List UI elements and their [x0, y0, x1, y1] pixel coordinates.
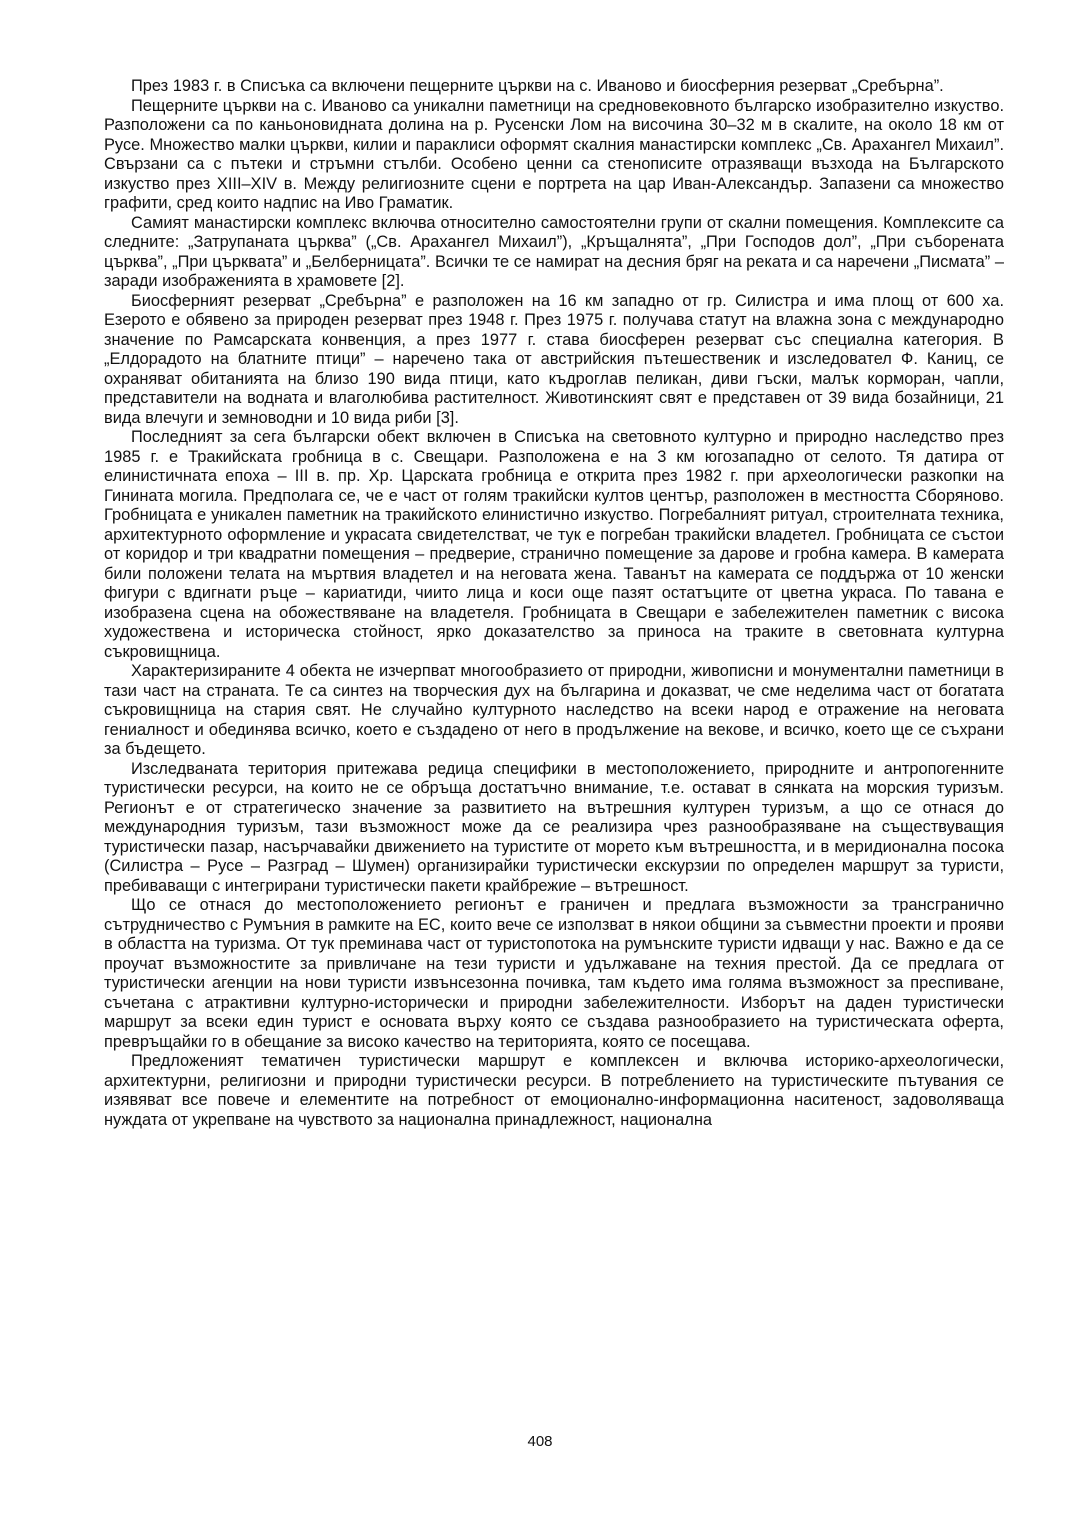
- page-number: 408: [527, 1433, 553, 1450]
- paragraph-cross-border-location: Що се отнася до местоположението регионът е граничен и предлага възможности за трансгранично сътрудничество с Румъния в рамките на ЕС, които вече се използват в някои общини за съвместни проекти и прояви в областта на туризма. От тук преминава част от туристопотока на румънските туристи идващи у нас. Важно е да се проучат възможностите за привличане на тези туристи и удължаване на техния престой. Да се предлага от туристически агенции на нови туристи извънсезонна почивка, там където има голяма възможност за преспиване, съчетана с атрактивни културно-исторически и природни забележителности. Изборът на даден туристически маршрут за всеки един турист е основата върху която се създава разнообразието на туристическата оферта, превръщайки го в обещание за високо качество на територията, която се посещава.: [104, 896, 1004, 1051]
- paragraph-monastery-complex: Самият манастирски комплекс включва относително самостоятелни групи от скални помещения. Комплексите са следните: „Затрупаната църква” („Св. Арахангел Михаил”), „Кръщалнята”, „При Господов дол”, „При съборената църква”, „При църквата” и „Белберницата”. Всички те се намират на десния бряг на реката и са наречени „Писмата” – заради изображенията в храмовете [2].: [104, 213, 1004, 290]
- paragraph-ivanovo-rock-churches: Пещерните църкви на с. Иваново са уникални паметници на средновековното българско изобразително изкуство. Разположени са по каньоновидната долина на р. Русенски Лом на височина 30–32 м в скалите, на около 18 км от Русе. Множество малки църкви, килии и параклиси оформят скалния манастирски комплекс „Св. Арахангел Михаил”. Свързани са с пътеки и стръмни стълби. Особено ценни са стенописите отразяващи възхода на Българското изкуство през XIII–XIV в. Между религиозните сцени е портрета на цар Иван-Александър. Запазени са множество графити, сред които надпис на Иво Граматик.: [104, 96, 1004, 212]
- paragraph-four-sites-summary: Характеризираните 4 обекта не изчерпват многообразието от природни, живописни и монументални паметници в тази част на страната. Те са синтез на творческия дух на българина и доказват, че сме неделима част от богатата съкровищница на стария свят. Не случайно културното наследство на всеки народ е отражение на неговата гениалност и обединява всичко, което е създадено от него в продължение на векове, и всичко, което ще се съхрани за бъдещето.: [104, 662, 1004, 758]
- paragraph-territory-specifics: Изследваната територия притежава редица специфики в местоположението, природните и антропогенните туристически ресурси, на които не се обръща достатъчно внимание, т.е. остават в сянката на морския туризъм. Регионът е от стратегическо значение за развитието на вътрешния културен туризъм, а що се отнася до международния туризъм, тази възможност може да се реализира чрез разнообразяване на съществуващия туристически пазар, насърчавайки движението на туристите от морето към вътрешността, и в меридионална посока (Силистра – Русе – Разград – Шумен) организирайки туристически екскурзии по определен маршрут за туристи, пребиваващи с интегрирани туристически пакети крайбрежие – вътрешност.: [104, 759, 1004, 895]
- paragraph-srebarna-reserve: Биосферният резерват „Сребърна” е разположен на 16 км западно от гр. Силистра и има площ от 600 ха. Езерото е обявено за природен резерват през 1948 г. През 1975 г. получава статут на влажна зона с международно значение по Рамсарската конвенция, а през 1977 г. става биосферен резерват със специална категория. В „Елдорадото на блатните птици” – наречено така от австрийския пътешественик и изследовател Ф. Каниц, се охраняват обитанията на близо 190 вида птици, като къдроглав пеликан, диви гъски, малък корморан, чапли, представители на водната и влаголюбива растителност. Животинският свят е представен от 39 вида бозайници, 21 вида влечуги и земноводни и 10 вида риби [3].: [104, 291, 1004, 427]
- paragraph-ivanovo-srebarna-intro: През 1983 г. в Списъка са включени пещерните църкви на с. Иваново и биосферния резерват „Сребърна”.: [131, 77, 944, 95]
- paragraph-thematic-route: Предложеният тематичен туристически маршрут е комплексен и включва историко-археологически, архитектурни, религиозни и природни туристически ресурси. В потреблението на туристическите пътувания се изявяват все повече и елементите на потребност от емоционално-информационна наситеност, задоволяваща нуждата от укрепване на чувството за национална принадлежност, национална: [104, 1052, 1004, 1129]
- paragraph-sveshtari-tomb: Последният за сега български обект включен в Списъка на световното културно и природно наследство през 1985 г. е Тракийската гробница в с. Свещари. Разположена е на 3 км югозападно от селото. Тя датира от елинистичната епоха – III в. пр. Хр. Царската гробница е открита през 1982 г. при археологически разкопки на Гинината могила. Предполага се, че е част от голям тракийски култов център, разположен в местността Сборяново. Гробницата е уникален паметник на тракийското елинистично изкуство. Погребалният ритуал, строителната техника, архитектурното оформление и украсата свидетелстват, че тук е погребан тракийски владетел. Гробницата се състои от коридор и три квадратни помещения – предверие, странично помещение за дарове и гробна камера. В камерата били положени телата на мъртвия владетел и на неговата жена. Таванът на камерата се поддържа от 10 женски фигури с вдигнати ръце – кариатиди, чиито лица и коси още пазят остатъците от цветна украса. По тавана е изобразена сцена на обожествяване на владетеля. Гробницата в Свещари е забележителен паметник с висока художествена и историческа стойност, ярко доказателство за приноса на траките в световната културна съкровищница.: [104, 428, 1004, 661]
- page-body: [104, 77, 1004, 1130]
